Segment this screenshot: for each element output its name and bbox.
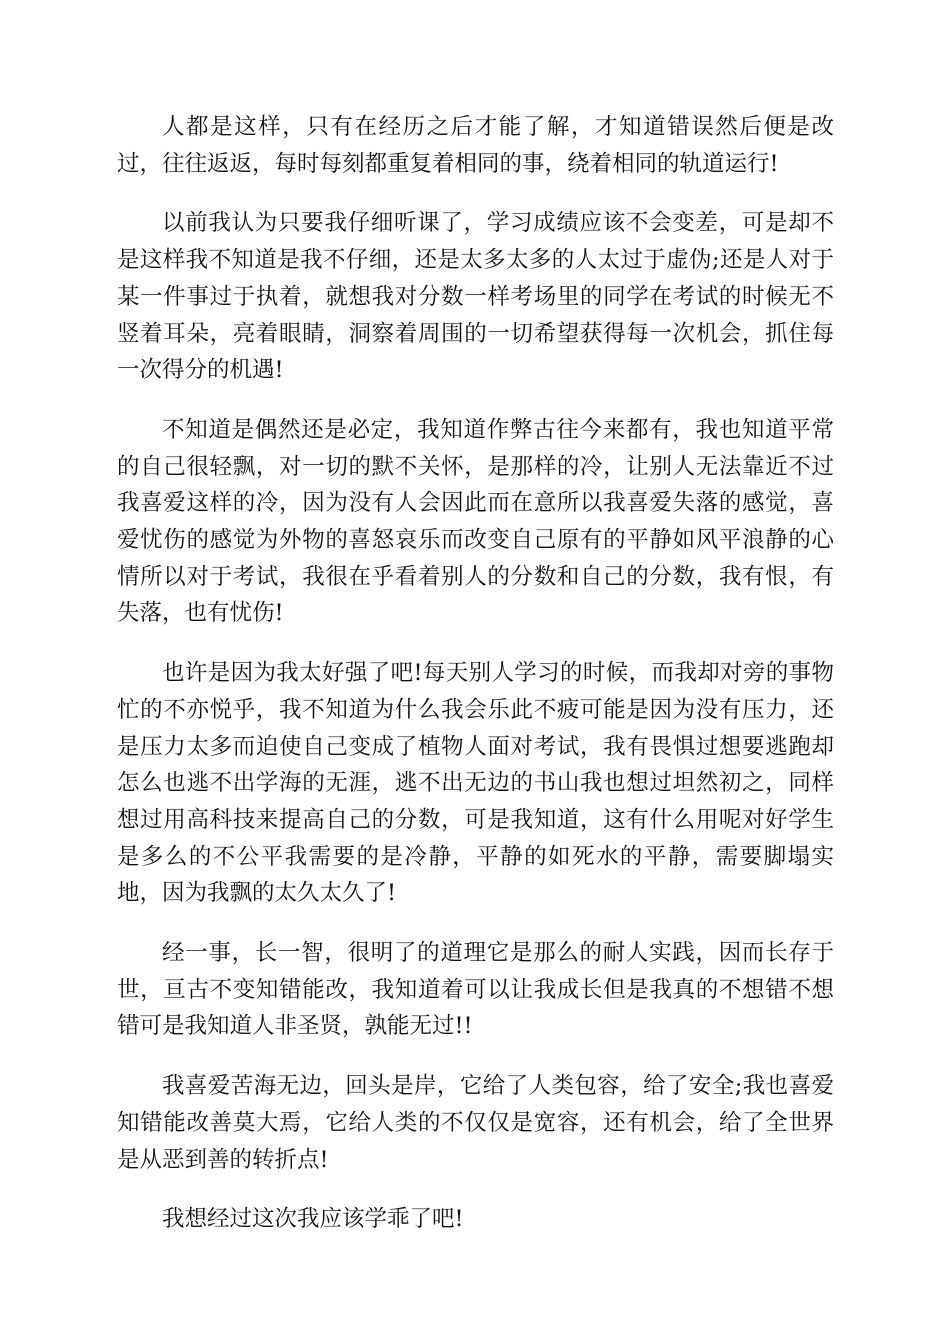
paragraph-5: 经一事，长一智，很明了的道理它是那么的耐人实践，因而长存于世，亘古不变知错能改，我知道着可以让我成长但是我真的不想错不想错可是我知道人非圣贤，孰能无过!! bbox=[117, 940, 834, 1040]
paragraph-2: 以前我认为只要我仔细听课了，学习成绩应该不会变差，可是却不是这样我不知道是我不仔细，还是太多太多的人太过于虚伪;还是人对于某一件事过于执着，就想我对分数一样考场里的同学在考试的时候无不竖着耳朵，亮着眼睛，洞察着周围的一切希望获得每一次机会，抓住每一次得分的机遇! bbox=[117, 210, 834, 384]
paragraph-3: 不知道是偶然还是必定，我知道作弊古往今来都有，我也知道平常的自己很轻飘，对一切的默不关怀，是那样的冷，让别人无法靠近不过我喜爱这样的冷，因为没有人会因此而在意所以我喜爱失落的感觉，喜爱忧伤的感觉为外物的喜怒哀乐而改变自己原有的平静如风平浪静的心情所以对于考试，我很在乎看着别人的分数和自己的分数，我有恨，有失落，也有忧伤! bbox=[117, 416, 834, 627]
paragraph-4: 也许是因为我太好强了吧!每天别人学习的时候，而我却对旁的事物忙的不亦悦乎，我不知道为什么我会乐此不疲可能是因为没有压力，还是压力太多而迫使自己变成了植物人面对考试，我有畏惧过想要逃跑却怎么也逃不出学海的无涯，逃不出无边的书山我也想过坦然初之，同样想过用高科技来提高自己的分数，可是我知道，这有什么用呢对好学生是多么的不公平我需要的是冷静，平静的如死水的平静，需要脚塌实地，因为我飘的太久太久了! bbox=[117, 660, 834, 907]
essay-body bbox=[117, 109, 834, 1261]
paragraph-1: 人都是这样，只有在经历之后才能了解，才知道错误然后便是改过，往往返返，每时每刻都重复着相同的事，绕着相同的轨道运行! bbox=[117, 114, 834, 177]
paragraph-7: 我想经过这次我应该学乖了吧! bbox=[162, 1206, 464, 1233]
paragraph-6: 我喜爱苦海无边，回头是岸，它给了人类包容，给了安全;我也喜爱知错能改善莫大焉，它给人类的不仅仅是宽容，还有机会，给了全世界是从恶到善的转折点! bbox=[117, 1073, 834, 1173]
